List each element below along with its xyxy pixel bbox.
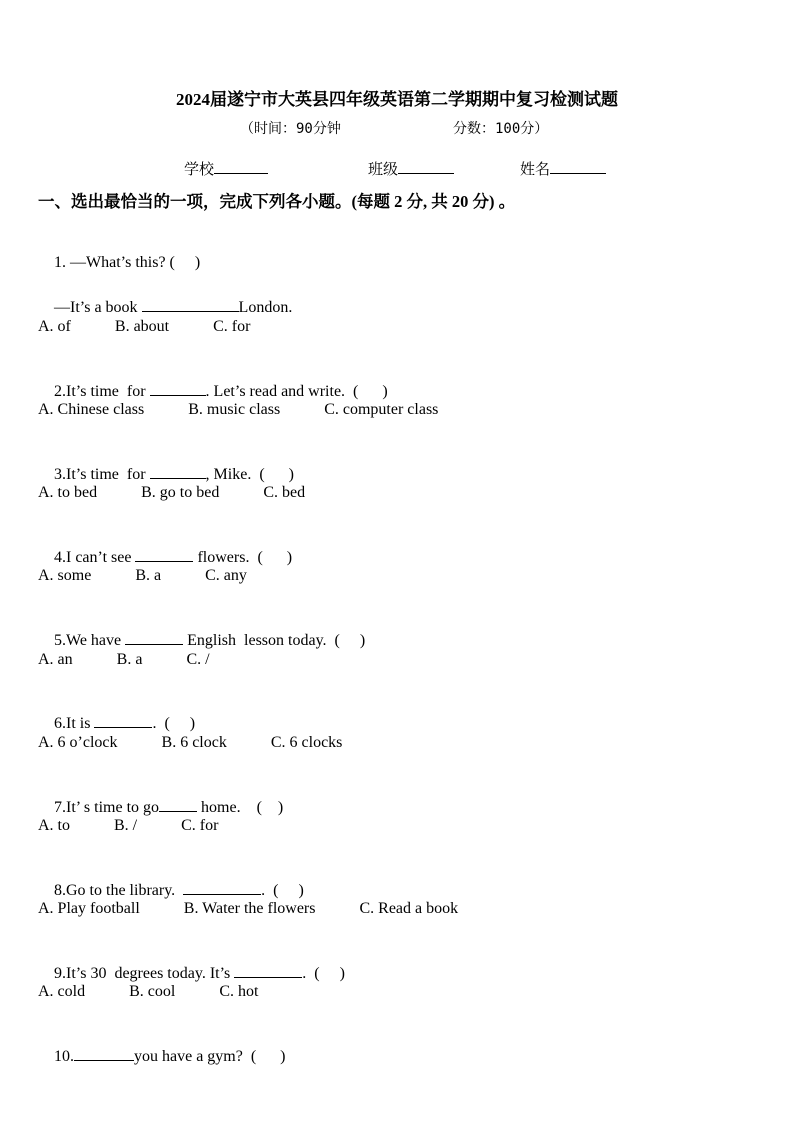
question-8-options bbox=[38, 899, 502, 919]
option-a[interactable]: A. to bbox=[38, 817, 70, 834]
question-text-post: , Mike. ( ) bbox=[205, 466, 294, 483]
option-c[interactable]: C. / bbox=[186, 651, 210, 668]
answer-blank[interactable] bbox=[94, 711, 152, 728]
option-b[interactable]: B. 6 clock bbox=[161, 734, 227, 751]
question-4-options bbox=[38, 566, 291, 586]
question-text-post: . ( ) bbox=[152, 715, 196, 732]
school-field[interactable] bbox=[184, 158, 268, 179]
option-a[interactable]: A. cold bbox=[38, 983, 86, 1000]
question-text-pre: —It’s a book bbox=[54, 299, 142, 316]
question-text-pre: 10. bbox=[54, 1048, 74, 1065]
answer-blank[interactable] bbox=[159, 795, 197, 812]
option-c[interactable]: C. computer class bbox=[324, 401, 439, 418]
class-blank[interactable] bbox=[398, 159, 454, 174]
question-text-pre: 2.It’s time for bbox=[54, 383, 150, 400]
question-text-post: London. bbox=[238, 299, 293, 316]
question-text-post: English lesson today. ( ) bbox=[183, 632, 366, 649]
question-text-post: . ( ) bbox=[302, 965, 345, 982]
option-c[interactable]: C. for bbox=[181, 817, 219, 834]
exam-score: 分数：100分） bbox=[453, 121, 549, 137]
option-b[interactable]: B. / bbox=[114, 817, 138, 834]
exam-time: （时间：90分钟 bbox=[240, 121, 341, 137]
question-3-options bbox=[38, 483, 349, 503]
question-text-post: . ( ) bbox=[261, 882, 304, 899]
option-a[interactable]: A. some bbox=[38, 567, 92, 584]
question-9-options bbox=[38, 982, 302, 1002]
option-c[interactable]: C. any bbox=[205, 567, 247, 584]
class-label: 班级 bbox=[368, 162, 399, 178]
question-text-pre: 4.I can’t see bbox=[54, 549, 136, 566]
question-10 bbox=[38, 1024, 286, 1087]
school-blank[interactable] bbox=[214, 159, 268, 174]
page-title: 2024届遂宁市大英县四年级英语第二学期期中复习检测试题 bbox=[176, 90, 618, 109]
answer-blank[interactable] bbox=[142, 295, 239, 312]
option-b[interactable]: B. go to bed bbox=[141, 484, 220, 501]
class-field[interactable] bbox=[368, 158, 454, 179]
name-label: 姓名 bbox=[520, 162, 551, 178]
option-c[interactable]: C. for bbox=[213, 318, 251, 335]
answer-blank[interactable] bbox=[183, 878, 261, 895]
option-c[interactable]: C. Read a book bbox=[359, 900, 459, 917]
option-c[interactable]: C. 6 clocks bbox=[270, 734, 343, 751]
option-a[interactable]: A. 6 o’clock bbox=[38, 734, 118, 751]
school-label: 学校 bbox=[184, 162, 215, 178]
option-c[interactable]: C. hot bbox=[219, 983, 259, 1000]
question-text-pre: 3.It’s time for bbox=[54, 466, 150, 483]
question-text-pre: 9.It’s 30 degrees today. It’s bbox=[54, 965, 235, 982]
option-b[interactable]: B. Water the flowers bbox=[183, 900, 316, 917]
answer-blank[interactable] bbox=[150, 379, 206, 396]
option-b[interactable]: B. a bbox=[135, 567, 162, 584]
question-text-post: . Let’s read and write. ( ) bbox=[205, 383, 388, 400]
question-2-options bbox=[38, 400, 482, 420]
question-text-post: home. ( ) bbox=[197, 799, 284, 816]
question-text-pre: 6.It is bbox=[54, 715, 95, 732]
option-a[interactable]: A. of bbox=[38, 318, 71, 335]
answer-blank[interactable] bbox=[135, 545, 193, 562]
question-7-options bbox=[38, 816, 262, 836]
option-a[interactable]: A. Play football bbox=[38, 900, 140, 917]
question-text: 1. —What’s this? ( ) bbox=[54, 254, 201, 271]
name-field[interactable] bbox=[520, 158, 606, 179]
option-c[interactable]: C. bed bbox=[263, 484, 306, 501]
name-blank[interactable] bbox=[550, 159, 606, 174]
question-text-pre: 8.Go to the library. bbox=[54, 882, 184, 899]
question-text-pre: 7.It’ s time to go bbox=[54, 799, 160, 816]
option-b[interactable]: B. cool bbox=[129, 983, 176, 1000]
question-6-options bbox=[38, 733, 386, 753]
option-b[interactable]: B. a bbox=[116, 651, 143, 668]
question-text-post: you have a gym? ( ) bbox=[134, 1048, 286, 1065]
answer-blank[interactable] bbox=[125, 628, 183, 645]
question-text-post: flowers. ( ) bbox=[193, 549, 293, 566]
answer-blank[interactable] bbox=[234, 961, 302, 978]
answer-blank[interactable] bbox=[150, 462, 206, 479]
section-heading: 一、选出最恰当的一项，完成下列各小题。(每题 2 分, 共 20 分) 。 bbox=[38, 192, 516, 211]
option-b[interactable]: B. music class bbox=[188, 401, 281, 418]
question-text-pre: 5.We have bbox=[54, 632, 126, 649]
option-a[interactable]: A. Chinese class bbox=[38, 401, 145, 418]
option-a[interactable]: A. an bbox=[38, 651, 73, 668]
question-5-options bbox=[38, 650, 254, 670]
option-a[interactable]: A. to bed bbox=[38, 484, 98, 501]
option-b[interactable]: B. about bbox=[114, 318, 170, 335]
answer-blank[interactable] bbox=[74, 1044, 134, 1061]
question-1-options bbox=[38, 317, 294, 337]
